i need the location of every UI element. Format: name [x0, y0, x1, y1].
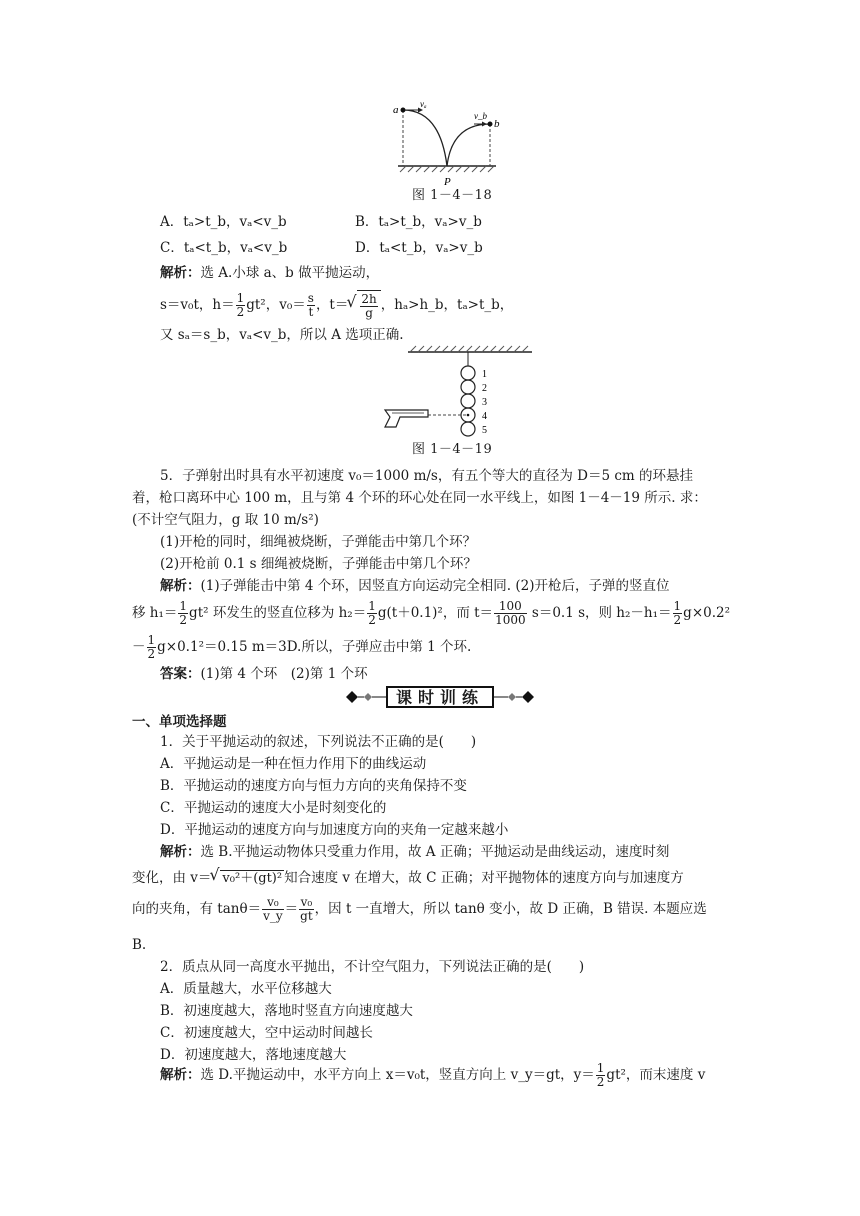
q5-analysis-line3: － $\frac{1}{2}$ g×0.1²＝0.15 m＝3D.所以，子弹应击中第 1 个环.	[132, 633, 472, 661]
answer-label: 答案：	[160, 666, 201, 682]
rings	[461, 366, 475, 436]
q1-option-b: B．平抛运动的速度方向与恒力方向的夹角保持不变	[160, 778, 467, 794]
ceiling-hatch	[410, 346, 528, 352]
analysis-label: 解析：	[160, 844, 201, 860]
q1-option-d: D．平抛运动的速度方向与加速度方向的夹角一定越来越小	[160, 822, 509, 838]
q2-option-a: A．质量越大，水平位移越大	[160, 981, 332, 997]
sqrt-velocity: √ v₀²＋(gt)²	[220, 870, 284, 887]
q4-analysis-line1: 解析：选 A.小球 a、b 做平抛运动，	[160, 265, 380, 281]
figure-1-4-19	[0, 0, 860, 440]
q1-analysis-line1: 解析：选 B.平抛运动物体只受重力作用，故 A 正确；平抛运动是曲线运动，速度时刻	[160, 844, 670, 860]
q4-analysis-line3: 又 sₐ＝s_b，vₐ<v_b，所以 A 选项正确.	[160, 327, 404, 343]
q5-stem-line3: (不计空气阻力，g 取 10 m/s²)	[132, 512, 319, 528]
ring-label-2: 2	[482, 383, 487, 394]
q2-option-d: D．初速度越大，落地速度越大	[160, 1047, 347, 1063]
label-vb: v_b	[474, 111, 487, 121]
q5-sub2: (2)开枪前 0.1 s 细绳被烧断，子弹能击中第几个环？	[160, 556, 477, 572]
q2-option-b: B．初速度越大，落地时竖直方向速度越大	[160, 1003, 413, 1019]
q5-sub1: (1)开枪的同时，细绳被烧断，子弹能击中第几个环？	[160, 534, 477, 550]
q1-stem: 1．关于平抛运动的叙述，下列说法不正确的是( )	[160, 734, 477, 750]
q2-analysis: 解析：选 D.平抛运动中，水平方向上 x＝v₀t，竖直方向上 v_y＝gt，y＝ $\frac{1}{2}$ gt²，而末速度 v	[160, 1061, 706, 1089]
q1-option-c: C．平抛运动的速度大小是时刻变化的	[160, 800, 387, 816]
label-b: b	[494, 118, 500, 130]
q2-option-c: C．初速度越大，空中运动时间越长	[160, 1025, 373, 1041]
q1-analysis-line3: 向的夹角，有 tanθ＝ $\frac{\text{v₀}}{v\_y}$ ＝ $\frac{\text{v₀}}{gt}$ ，因 t 一直增大，所以 tanθ 变小，故 D 正确，B 错误. 本题应选	[132, 895, 707, 923]
q5-analysis-line1: 解析：(1)子弹能击中第 4 个环，因竖直方向运动完全相同. (2)开枪后，子弹的竖直位	[160, 578, 670, 594]
q5-stem-line1: 5．子弹射出时具有水平初速度 v₀＝1000 m/s，有五个等大的直径为 D＝5 cm 的环悬挂	[160, 468, 693, 484]
q4-option-c: C．tₐ<t_b，vₐ<v_b	[160, 240, 288, 256]
q4-option-b: B．tₐ>t_b，vₐ>v_b	[355, 214, 482, 230]
q4-option-a: A．tₐ>t_b，vₐ<v_b	[160, 214, 287, 230]
fraction-s-over-t: $\frac{s}{t}$	[307, 291, 314, 319]
gun-icon	[385, 410, 428, 427]
ring-label-3: 3	[482, 397, 487, 408]
fraction-100-over-1000: $\frac{100}{1000}$	[495, 599, 526, 627]
label-P: P	[444, 176, 451, 188]
q5-analysis-line2: 移 h₁＝ $\frac{1}{2}$ gt² 环发生的竖直位移为 h₂＝ $\frac{1}{2}$ g(t＋0.1)²，而 t＝ $\frac{100}{1000}$ s＝0.1 s，则 h₂－h₁＝ $\frac{1}{2}$ g×0.2²	[132, 599, 731, 627]
q4-option-d: D．tₐ<t_b，vₐ>v_b	[355, 240, 483, 256]
ring-label-4: 4	[482, 411, 487, 422]
analysis-label: 解析：	[160, 578, 201, 594]
banner-title: 课时训练	[386, 686, 494, 708]
q5-stem-line2: 着，枪口离环中心 100 m，且与第 4 个环的环心处在同一水平线上，如图 1－4－19 所示. 求：	[132, 490, 707, 506]
caption-fig-18: 图 1－4－18	[412, 188, 493, 203]
analysis-label: 解析：	[160, 1067, 201, 1083]
analysis-label: 解析：	[160, 265, 201, 281]
ring-label-5: 5	[482, 425, 487, 436]
q1-option-a: A．平抛运动是一种在恒力作用下的曲线运动	[160, 756, 427, 772]
fraction-half: $\frac{1}{2}$	[236, 291, 245, 319]
section-banner	[340, 686, 540, 710]
section-title: 一、单项选择题	[132, 714, 227, 730]
q5-answer: 答案：(1)第 4 个环 (2)第 1 个环	[160, 666, 368, 682]
caption-fig-19: 图 1－4－19	[412, 442, 493, 457]
label-va: vₐ	[420, 99, 427, 109]
q1-analysis-line4: B.	[132, 937, 147, 953]
q2-stem: 2．质点从同一高度水平抛出，不计空气阻力，下列说法正确的是( )	[160, 959, 585, 975]
ring-4-center	[467, 414, 470, 417]
q4-analysis-line2: s＝v₀t，h＝ $\frac{1}{2}$ gt²，v₀＝ $\frac{s}{t}$ ，t＝ √ $\frac{2h}{g}$ ，hₐ>h_b，tₐ>t_b，	[160, 290, 513, 321]
ring-label-1: 1	[482, 369, 487, 380]
label-a: a	[393, 104, 399, 116]
q1-analysis-line2: 变化，由 v＝√ v₀²＋(gt)² 知合速度 v 在增大，故 C 正确；对平抛物体的速度方向与加速度方	[132, 866, 684, 890]
sqrt-2h-over-g: √ $\frac{2h}{g}$	[357, 290, 380, 321]
